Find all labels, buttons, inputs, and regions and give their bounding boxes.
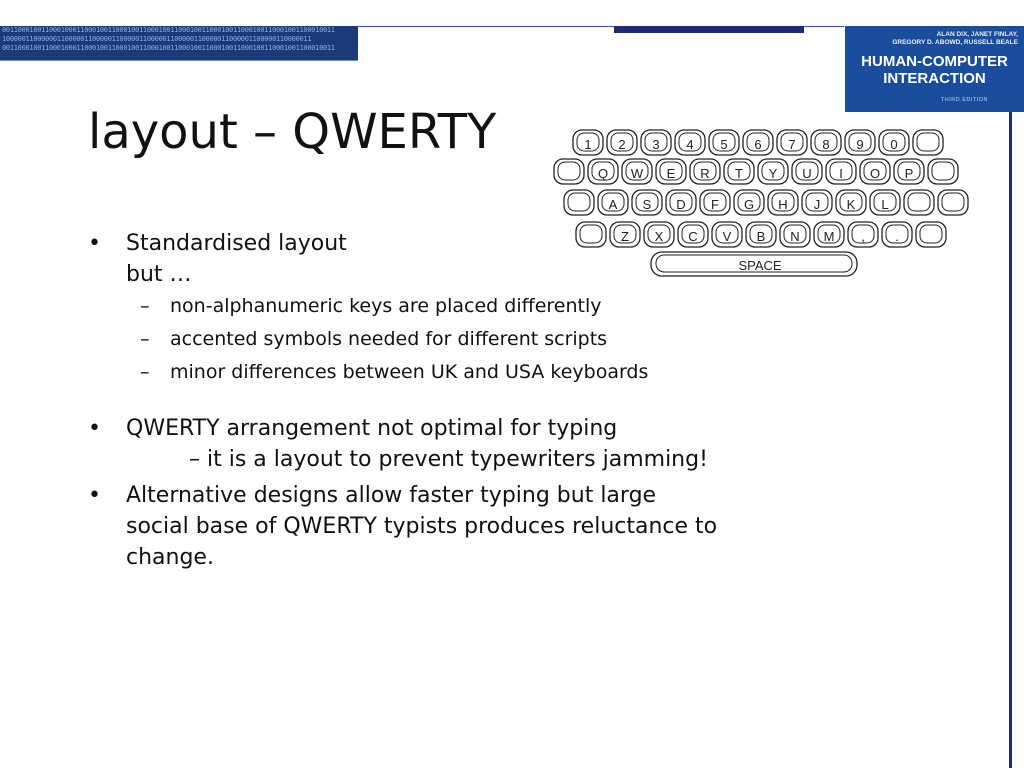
sub-bullet-marker: – bbox=[140, 295, 150, 317]
keyboard-key bbox=[675, 130, 705, 155]
keyboard-key bbox=[792, 159, 822, 184]
key-label: 5 bbox=[720, 137, 728, 152]
keyboard-key bbox=[870, 190, 900, 215]
key-label: S bbox=[642, 197, 652, 212]
key-label: 0 bbox=[890, 137, 898, 152]
key-label: 4 bbox=[686, 137, 694, 152]
keyboard-key bbox=[913, 130, 943, 155]
bullet-alternative-line-2: social base of QWERTY typists produces reluctance to bbox=[126, 514, 718, 539]
bullet-marker: • bbox=[88, 416, 101, 441]
keyboard-key bbox=[916, 222, 946, 247]
sub-bullet-2 bbox=[88, 323, 848, 356]
key-label: X bbox=[654, 229, 664, 244]
keyboard-key bbox=[768, 190, 798, 215]
key-label: 8 bbox=[822, 137, 830, 152]
key-label: R bbox=[700, 166, 710, 181]
bullet-marker: • bbox=[88, 231, 101, 256]
key-label: M bbox=[823, 229, 835, 244]
key-label: E bbox=[666, 166, 676, 181]
key-label: G bbox=[743, 197, 755, 212]
keyboard-key bbox=[598, 190, 628, 215]
keyboard-key bbox=[882, 222, 912, 247]
key-label: N bbox=[790, 229, 800, 244]
bullet-continuation: but … bbox=[126, 262, 192, 287]
keyboard-key bbox=[666, 190, 696, 215]
keyboard-key bbox=[573, 130, 603, 155]
key-label: 3 bbox=[652, 137, 660, 152]
keyboard-key bbox=[938, 190, 968, 215]
keyboard-key bbox=[904, 190, 934, 215]
keyboard-key bbox=[811, 130, 841, 155]
key-label: J bbox=[813, 197, 821, 212]
keyboard-key bbox=[860, 159, 890, 184]
bullet-marker: • bbox=[88, 483, 101, 508]
book-authors-line-2: GREGORY D. ABOWD, RUSSELL BEALE bbox=[892, 39, 1018, 46]
key-label: W bbox=[630, 166, 644, 181]
keyboard-key bbox=[743, 130, 773, 155]
keyboard-key bbox=[632, 190, 662, 215]
keyboard-key bbox=[758, 159, 788, 184]
space-key-label: SPACE bbox=[738, 258, 782, 273]
keyboard-key bbox=[607, 130, 637, 155]
key-label: K bbox=[846, 197, 856, 212]
keyboard-key bbox=[724, 159, 754, 184]
book-authors-line-1: ALAN DIX, JANET FINLAY, bbox=[936, 31, 1018, 38]
keyboard-key bbox=[826, 159, 856, 184]
keyboard-key bbox=[734, 190, 764, 215]
keyboard-key bbox=[641, 130, 671, 155]
sub-bullet-text: minor differences between UK and USA keyboards bbox=[170, 361, 649, 383]
key-label: 7 bbox=[788, 137, 796, 152]
bullet-alternative-designs bbox=[88, 480, 848, 511]
key-label: H bbox=[778, 197, 788, 212]
keyboard-key bbox=[554, 159, 584, 184]
keyboard-key bbox=[622, 159, 652, 184]
slide-title: layout – QWERTY bbox=[88, 104, 497, 160]
key-label: 1 bbox=[584, 137, 592, 152]
keyboard-key bbox=[928, 159, 958, 184]
book-title-line-2: INTERACTION bbox=[883, 70, 986, 87]
key-label: U bbox=[802, 166, 812, 181]
key-label: F bbox=[711, 197, 719, 212]
bullet-indented-note: – it is a layout to prevent typewriters jamming! bbox=[189, 447, 708, 472]
sub-bullet-1 bbox=[88, 290, 848, 323]
banner-binary-text: 0011000100110001000110001001100010011000100110001001100010011000100110001001100010011 1000001100000011000001100000110000011000001100000110000011000001100000110000011 0011000100110001000110001001100010011000100110001001100010011000100110001001100010011 bbox=[2, 26, 335, 52]
keyboard-key bbox=[879, 130, 909, 155]
sub-bullet-text: accented symbols needed for different scripts bbox=[170, 328, 608, 350]
key-label: B bbox=[756, 229, 766, 244]
key-label: L bbox=[881, 197, 889, 212]
key-label: . bbox=[895, 229, 899, 244]
book-title-line-1: HUMAN-COMPUTER bbox=[861, 53, 1008, 70]
sub-bullet-3 bbox=[88, 356, 848, 389]
keyboard-key bbox=[845, 130, 875, 155]
book-edition: THIRD EDITION bbox=[940, 97, 988, 103]
key-label: 9 bbox=[856, 137, 864, 152]
bullet-text-line-1: Alternative designs allow faster typing but large bbox=[126, 483, 657, 508]
keyboard-key bbox=[709, 130, 739, 155]
sub-bullet-marker: – bbox=[140, 361, 150, 383]
key-label: Y bbox=[768, 166, 778, 181]
keyboard-key bbox=[777, 130, 807, 155]
spacer bbox=[88, 389, 848, 413]
keyboard-key bbox=[588, 159, 618, 184]
bullet-standardised bbox=[88, 228, 848, 259]
key-label: D bbox=[676, 197, 686, 212]
sub-bullet-marker: – bbox=[140, 328, 150, 350]
keyboard-key bbox=[564, 190, 594, 215]
bullet-qwerty-arrangement bbox=[88, 413, 848, 444]
keyboard-key bbox=[656, 159, 686, 184]
key-label: 6 bbox=[754, 137, 762, 152]
sub-bullet-text: non-alphanumeric keys are placed differently bbox=[170, 295, 602, 317]
keyboard-key bbox=[690, 159, 720, 184]
key-label: Z bbox=[621, 229, 629, 244]
key-label: T bbox=[735, 166, 743, 181]
key-label: , bbox=[861, 229, 865, 244]
keyboard-key bbox=[802, 190, 832, 215]
key-label: C bbox=[688, 229, 698, 244]
keyboard-key bbox=[700, 190, 730, 215]
bullet-text: QWERTY arrangement not optimal for typing bbox=[126, 416, 618, 441]
key-label: Q bbox=[597, 166, 609, 181]
key-label: 2 bbox=[618, 137, 626, 152]
key-label: I bbox=[839, 166, 843, 181]
key-label: V bbox=[722, 229, 732, 244]
keyboard-key bbox=[894, 159, 924, 184]
keyboard-key bbox=[848, 222, 878, 247]
bullet-alternative-line-3: change. bbox=[126, 545, 214, 570]
bullet-list bbox=[88, 228, 848, 573]
key-label: O bbox=[869, 166, 881, 181]
key-label: A bbox=[608, 197, 618, 212]
keyboard-key bbox=[836, 190, 866, 215]
bullet-text: Standardised layout bbox=[126, 231, 347, 256]
key-label: P bbox=[904, 166, 914, 181]
